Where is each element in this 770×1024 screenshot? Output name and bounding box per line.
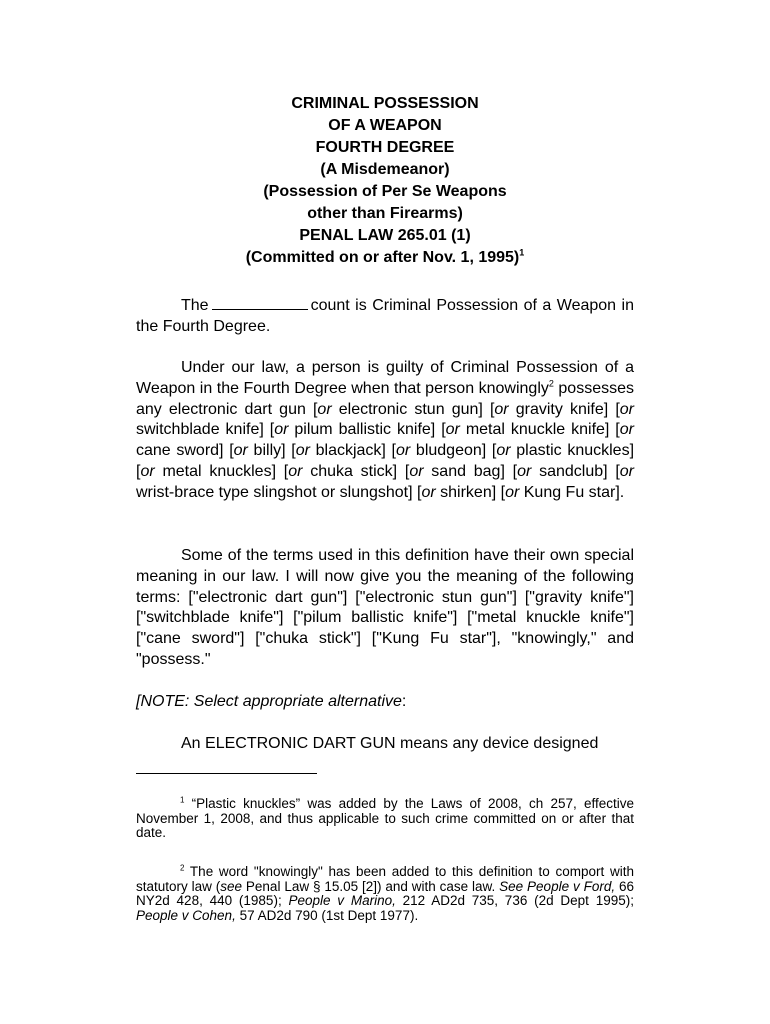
paragraph-terms [136, 546, 634, 671]
or-word: or [409, 462, 424, 480]
or-word: or [619, 400, 634, 418]
paragraph-electronic-dart-gun [136, 734, 634, 755]
footnote-ref-1: 1 [519, 247, 525, 258]
heading-line: (A Misdemeanor) [320, 161, 450, 178]
para-text: Under our law, a person is guilty of Criminal Possession of a Weapon in the Fourth Degree when that person knowingly [136, 359, 634, 397]
footnote-italic: see [220, 878, 243, 894]
footnote-number: 1 [180, 795, 185, 805]
or-word: or [396, 442, 411, 460]
footnote-ref-2: 2 [548, 378, 554, 389]
or-word: or [494, 400, 509, 418]
footnote-2 [136, 865, 634, 923]
or-word: or [517, 462, 532, 480]
or-word: or [288, 462, 303, 480]
para-text: electronic stun gun] [ [331, 400, 495, 418]
heading-line: other than Firearms) [307, 205, 463, 222]
footnote-text: Penal Law § 15.05 [2]) and with case law. [242, 878, 500, 894]
footnote-text: “Plastic knuckles” was added by the Laws of 2008, ch 257, effective November 1, 2008, and thus applicable to such crime committed on or after that date. [136, 796, 634, 840]
heading-line: CRIMINAL POSSESSION [291, 95, 479, 112]
paragraph-definition [136, 358, 634, 504]
or-word: or [505, 483, 520, 501]
footnote-text: The word "knowingly" has been added to this definition to comport with statutory law ( [136, 864, 634, 894]
paragraph-count [136, 295, 634, 338]
para-text: wrist-brace type slingshot or slungshot] [ [136, 483, 422, 501]
para-text: count is Criminal Possession of a Weapon in the Fourth Degree. [136, 297, 634, 335]
footnote-italic: People v Marino, [288, 893, 396, 908]
para-text: pilum ballistic knife] [ [288, 421, 446, 439]
or-word: or [619, 421, 634, 439]
or-word: or [421, 483, 436, 501]
heading-line [135, 247, 635, 269]
para-text: cane sword] [ [136, 442, 234, 460]
para-text: Some of the terms used in this definition have their own special meaning in our law. I will now give you the meaning of the following terms: ["electronic dart gun"] ["electronic stun gun"] ["gravity knife"] ["switchblade knife"] ["pilum ballistic knife"] ["metal knuckle knife"] ["cane sword"] ["chuka stick"] ["Kung Fu star"], "knowingly," and "possess." [136, 547, 634, 668]
heading-line: FOURTH DEGREE [315, 139, 455, 156]
para-text: shirken] [ [435, 483, 506, 501]
para-text: bludgeon] [ [410, 442, 497, 460]
para-text: The [181, 297, 209, 314]
para-text: metal knuckle knife] [ [459, 421, 620, 439]
count-blank-line [212, 295, 308, 310]
footnote-text: 66 NY2d 428, 440 (1985); [136, 878, 634, 908]
footnote-text: 57 AD2d 790 (1st Dept 1977). [235, 907, 419, 923]
para-text: Kung Fu star]. [519, 483, 625, 501]
note-colon: : [401, 693, 407, 710]
note-text: [NOTE: Select appropriate alternative [136, 693, 402, 710]
heading-line: PENAL LAW 265.01 (1) [299, 227, 471, 244]
or-word: or [445, 421, 460, 439]
para-text: gravity knife] [ [508, 400, 620, 418]
heading-line: OF A WEAPON [328, 117, 442, 134]
para-text: plastic knuckles] [ [136, 442, 635, 480]
footnote-italic: See People v Ford, [499, 878, 616, 894]
footnote-text: 212 AD2d 735, 736 (2d Dept 1995); [395, 893, 634, 908]
para-text: sandclub] [ [531, 462, 620, 480]
para-text: sand bag] [ [423, 462, 518, 480]
heading-line: (Possession of Per Se Weapons [263, 183, 507, 200]
or-word: or [295, 442, 310, 460]
or-word: or [233, 442, 248, 460]
footnote-1 [136, 797, 634, 841]
or-word: or [619, 462, 635, 480]
or-word: or [274, 421, 289, 439]
footnote-italic: People v Cohen, [136, 907, 236, 923]
para-text: possesses any electronic dart gun [ [136, 379, 634, 418]
para-text: An ELECTRONIC DART GUN means any device designed [181, 735, 599, 752]
or-word: or [140, 462, 155, 480]
para-text: switchblade knife] [ [136, 421, 275, 439]
para-text: metal knuckles] [ [154, 462, 289, 480]
paragraph-note [136, 692, 634, 713]
para-text: chuka stick] [ [302, 462, 410, 480]
para-text: billy] [ [247, 442, 296, 460]
heading-text: (Committed on or after Nov. 1, 1995) [245, 249, 520, 266]
footnote-number: 2 [180, 863, 185, 873]
para-text: blackjack] [ [309, 442, 397, 460]
footnote-separator [136, 773, 317, 774]
document-heading [135, 93, 635, 269]
or-word: or [317, 400, 332, 418]
or-word: or [496, 442, 511, 460]
